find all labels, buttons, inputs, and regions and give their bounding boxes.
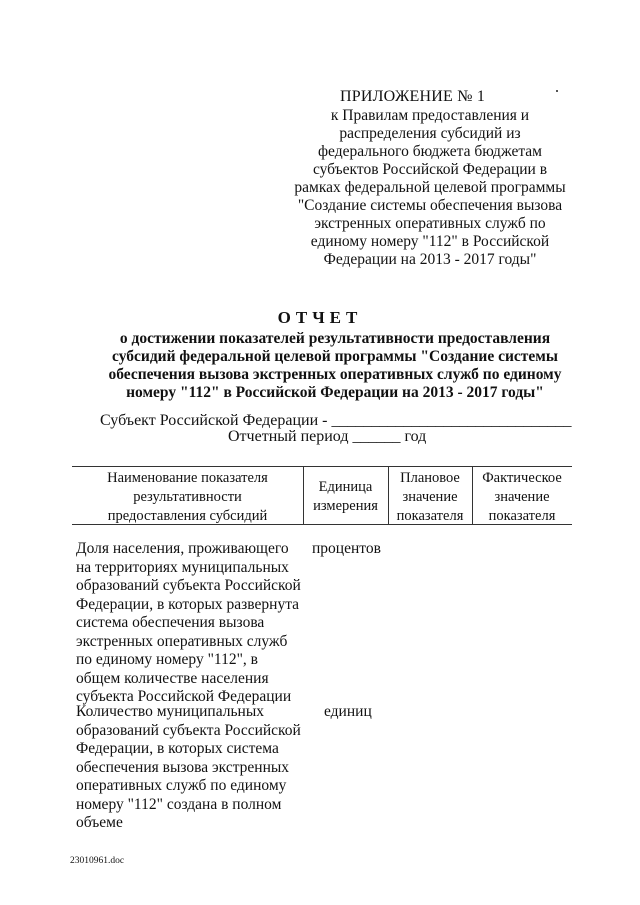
report-subtitle: о достижении показателей результативности предоставления субсидий федеральной целевой программы "Создание системы обеспечения вызова экстренных оперативных служб по единому номеру "112" в Российской Федерации на 2013 - 2017 годы" xyxy=(108,330,562,401)
period-field-line: Отчетный период ______ год xyxy=(228,428,427,445)
table-header-unit: Единица измерения xyxy=(313,479,378,514)
table-row-indicator-name: Доля населения, проживающего на территориях муниципальных образований субъекта Российской Федерации, в которых развернута система обеспечения вызова экстренных оперативных служб по единому номеру "112", в общем количестве населения субъекта Российской Федерации xyxy=(76,540,301,705)
table-row-unit: единиц xyxy=(324,703,372,720)
table-header-actual: Фактическое значение показателя xyxy=(482,470,562,524)
appendix-title: ПРИЛОЖЕНИЕ № 1 xyxy=(340,88,486,105)
subject-field-line: Субъект Российской Федерации - ______________________________ xyxy=(100,412,572,429)
table-top-rule xyxy=(72,466,572,467)
appendix-body: к Правилам предоставления и распределения субсидий из федерального бюджета бюджетам субъектов Российской Федерации в рамках федеральной целевой программы "Создание системы обеспечения вызова экстренных оперативных служб по единому номеру "112" в Российской Федерации на 2013 - 2017 годы" xyxy=(294,107,566,268)
scan-dot xyxy=(556,90,558,92)
table-row-unit: процентов xyxy=(312,540,381,557)
footer-filename: 23010961.doc xyxy=(70,856,125,866)
table-row-indicator-name: Количество муниципальных образований субъекта Российской Федерации, в которых система обеспечения вызова экстренных оперативных служб по единому номеру "112" создана в полном объеме xyxy=(76,703,301,831)
report-title: ОТЧЕТ xyxy=(277,308,363,327)
table-header-planned: Плановое значение показателя xyxy=(396,470,464,524)
table-header-indicator: Наименование показателя результативности предоставления субсидий xyxy=(107,470,268,524)
